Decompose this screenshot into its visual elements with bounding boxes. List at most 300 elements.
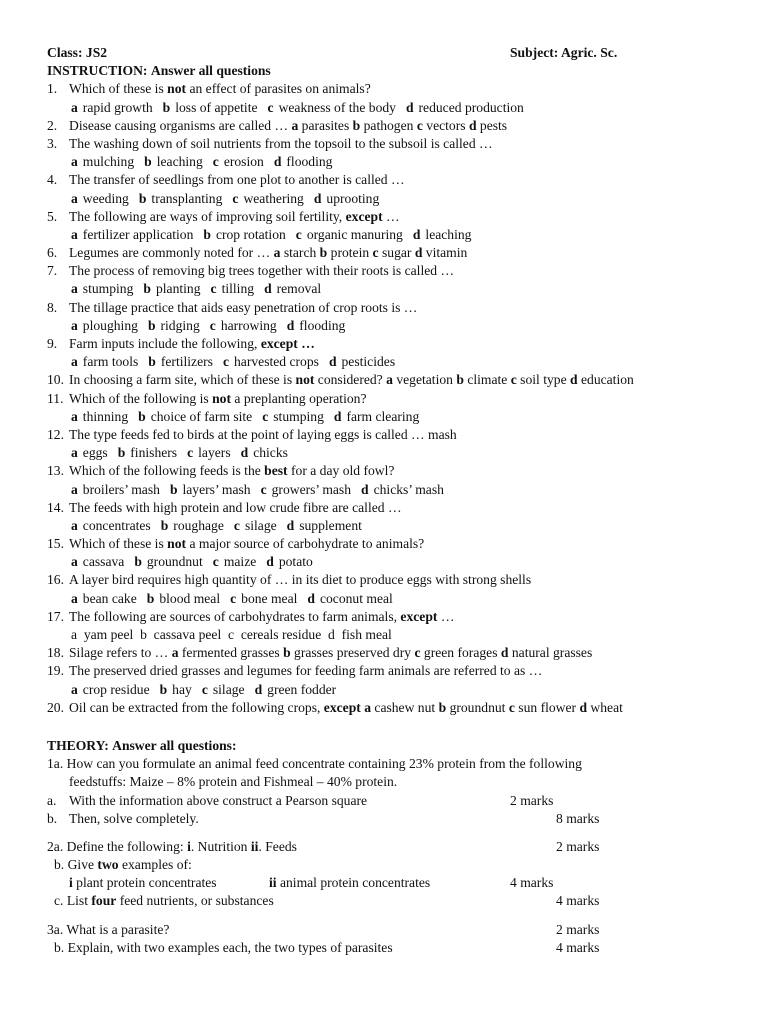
question-number: 13. [47,463,64,479]
question-emphasis: except … [260,336,315,351]
option-text: fermented grasses [181,645,284,661]
question-stem: The type feeds fed to birds at the point of laying eggs is called … mash [69,426,457,442]
option-text: silage [212,681,245,697]
question-row [47,535,727,553]
option-letter: c [260,481,267,497]
option-list [71,280,331,298]
question-row [47,426,727,444]
option-text: sun flower [518,699,580,715]
option-text: roughage [173,517,224,533]
question-row [47,80,727,98]
option-text: pests [479,117,508,133]
option-text: climate [467,372,511,388]
option-list [71,681,346,699]
option-text: education [580,372,634,388]
option-text: loss of appetite [175,99,258,115]
option-letter: b [134,554,142,570]
theory-q3a-marks: 2 marks [556,921,600,937]
question-stem: Silage refers to … [69,645,172,661]
question-text [69,571,531,589]
option-letter: d [500,645,512,661]
question-number: 10. [47,372,64,388]
theory-q1a [47,792,727,810]
option-text: protein [330,245,373,261]
instruction-row [47,62,727,80]
question-stem-end: … [382,208,400,224]
option-letter: b [148,354,156,370]
question-stem: The following are ways of improving soil fertility, [69,208,346,224]
theory-q1b [47,810,727,828]
option-text: ridging [160,317,200,333]
option-text: natural grasses [511,645,593,661]
option-text: cassava [82,554,125,570]
option-text: green forages [423,645,501,661]
option-text: thinning [82,408,129,424]
question-text [69,171,405,189]
option-text: harrowing [220,317,277,333]
option-text: crop residue [82,681,150,697]
option-list [71,444,298,462]
question-text [69,390,367,408]
question-row [47,299,727,317]
option-text: concentrates [82,517,151,533]
option-letter: b [159,681,168,697]
theory-q3a [47,921,727,939]
option-letter: d [313,190,322,206]
option-text: removal [276,281,322,297]
theory-instruction: Answer all questions: [112,737,237,753]
question-text [69,299,417,317]
option-letter: b [147,317,156,333]
option-letter: c [212,154,219,170]
theory-q2b-marks: 4 marks [510,875,554,891]
question-number: 11. [47,390,64,406]
question-text [69,244,467,262]
question-emphasis: not [212,390,231,406]
question-emphasis: except [400,608,438,624]
option-text: pesticides [341,354,396,370]
option-letter: d [266,554,274,570]
option-letter: a [71,681,78,697]
option-letter: c [508,699,519,715]
question-emphasis: best [264,463,288,479]
option-letter: a [71,226,78,242]
option-text: pathogen [363,117,417,133]
question-row [47,499,727,517]
theory-q2a-mid: . Nutrition [190,838,251,854]
option-text: chicks’ mash [373,481,444,497]
question-text [69,644,592,662]
option-letter: b [143,281,151,297]
theory-heading [47,737,727,755]
option-letter: b [319,245,331,261]
option-letter: b [352,117,364,133]
question-number: 20. [47,699,64,715]
theory-q2a [47,838,727,856]
options-row [47,481,727,499]
question-stem: Legumes are commonly noted for … [69,245,274,261]
option-letter: c [510,372,521,388]
question-text [69,262,454,280]
option-letter: b [162,99,171,115]
options-row [47,517,727,535]
option-text: grasses preserved dry [294,645,415,661]
theory-q3a-text: 3a. What is a parasite? [47,921,170,937]
options-row [47,408,727,426]
option-text: stumping [82,281,134,297]
options-row [47,626,727,644]
question-number: 4. [47,172,58,188]
theory-q2a-i: i [187,838,191,854]
options-row [47,353,727,371]
option-text: organic manuring [306,226,403,242]
option-letter: d [405,99,414,115]
theory-q1a-marks: 2 marks [510,792,554,808]
option-letter: d [240,445,249,461]
option-text: maize [223,554,257,570]
option-text: crop rotation [215,226,286,242]
option-letter: b [117,445,126,461]
theory-q1b-text: Then, solve completely. [69,810,199,826]
option-text: flooding [299,317,346,333]
option-list [71,153,342,171]
options-row [47,444,727,462]
theory-q2b-i-text: plant protein concentrates [72,875,217,891]
option-text: stumping [273,408,324,424]
question-number: 2. [47,117,58,133]
option-letter: a [71,190,78,206]
question-number: 3. [47,135,58,151]
option-letter: a [71,517,78,533]
option-text: erosion [223,154,264,170]
option-text: weathering [243,190,304,206]
question-row [47,644,727,662]
option-text: wheat [590,699,623,715]
option-list [71,226,481,244]
question-stem: The tillage practice that aids easy penetration of crop roots is … [69,299,418,315]
option-letter: c [262,408,269,424]
question-stem-end: a preplanting operation? [230,390,367,406]
option-text: planting [155,281,201,297]
question-emphasis: not [167,81,187,97]
theory-q1a-text: With the information above construct a Pearson square [69,792,368,808]
theory-q2b-text: b. Give [54,857,98,873]
question-number: 19. [47,663,64,679]
option-text: transplanting [151,190,223,206]
theory-q2a-text: 2a. Define the following: [47,838,188,854]
option-letter: c [187,445,194,461]
theory-q2b-i-label: i [69,875,73,891]
option-text: rapid growth [82,99,153,115]
question-stem: Disease causing organisms are called … [69,117,292,133]
question-text [69,335,315,353]
theory-q2b-em: two [97,857,119,873]
option-letter: c [232,190,239,206]
question-row [47,371,727,389]
theory-q2c-text: c. List [54,893,92,909]
option-letter: c [295,226,302,242]
instruction-text: Answer all questions [150,63,271,79]
option-list: a yam peel b cassava peel c cereals residue d fish meal [71,627,392,642]
question-emphasis: except [323,699,361,715]
question-number: 17. [47,608,64,624]
question-number: 8. [47,299,58,315]
option-letter: c [222,354,229,370]
question-row [47,390,727,408]
question-number: 7. [47,263,58,279]
option-letter: b [160,517,169,533]
option-text: cashew nut [374,699,439,715]
question-stem: The feeds with high protein and low crude fibre are called … [69,499,402,515]
options-row [47,153,727,171]
options-row [47,317,727,335]
question-text [69,208,400,226]
question-stem: Oil can be extracted from the following crops, [69,699,324,715]
option-text: growers’ mash [271,481,352,497]
question-emphasis: not [295,372,315,388]
theory-q3b-marks: 4 marks [556,939,600,955]
theory-q2c [47,892,727,910]
question-row [47,135,727,153]
option-text: farm clearing [346,408,420,424]
option-letter: b [138,408,146,424]
option-text: harvested crops [234,354,319,370]
theory-q2b [47,856,727,874]
options-row [47,681,727,699]
option-letter: c [230,590,237,606]
option-letter: b [146,590,155,606]
theory-q2c-post: feed nutrients, or substances [116,893,274,909]
option-text: groundnut [449,699,509,715]
theory-q1a-label: a. [47,792,57,808]
option-letter: b [169,481,178,497]
option-letter: c [267,99,274,115]
option-letter: a [71,554,78,570]
option-letter: a [171,645,182,661]
option-text: parasites [301,117,353,133]
exam-page [47,44,727,957]
theory-q2c-marks: 4 marks [556,893,600,909]
option-text: green fodder [267,681,337,697]
option-text: blood meal [159,590,221,606]
option-letter: a [291,117,302,133]
question-text [69,80,371,98]
question-stem-end: an effect of parasites on animals? [186,81,371,97]
option-list [71,590,403,608]
option-text: finishers [130,445,178,461]
option-letter: d [273,154,282,170]
question-emphasis: except [345,208,383,224]
question-stem: Which of the following is [69,390,213,406]
option-letter: a [273,245,284,261]
theory-q2b-items [47,874,727,892]
theory-q2b-ii-label: ii [269,875,277,891]
option-letter: d [307,590,315,606]
question-text [69,135,493,153]
question-text [69,371,634,389]
option-letter: a [71,354,78,370]
option-letter: a [71,408,78,424]
option-text: vectors [426,117,469,133]
option-letter: b [438,699,450,715]
option-text: sugar [381,245,415,261]
question-text [69,699,623,717]
question-text [69,662,542,680]
option-text: supplement [299,517,362,533]
theory-label: THEORY: [47,737,109,753]
option-text: hay [172,681,192,697]
option-text: bone meal [241,590,298,606]
option-letter: c [233,517,240,533]
option-text: silage [244,517,277,533]
option-letter: d [286,317,295,333]
option-letter: b [203,226,211,242]
question-stem: Farm inputs include the following, [69,336,261,351]
theory-q2a-marks: 2 marks [556,838,600,854]
option-letter: c [416,117,427,133]
option-letter: d [468,117,480,133]
question-row [47,171,727,189]
option-text: farm tools [82,354,139,370]
option-text: choice of farm site [150,408,253,424]
question-row [47,462,727,480]
option-list [71,517,372,535]
options-row [47,280,727,298]
question-stem: Which of the following feeds is the [69,463,265,479]
option-letter: a [364,699,375,715]
question-row [47,335,727,353]
option-text: vegetation [396,372,457,388]
option-letter: a [71,281,78,297]
question-stem: The washing down of soil nutrients from the topsoil to the subsoil is called … [69,135,493,151]
theory-q2b-ii-text: animal protein concentrates [276,875,431,891]
option-text: uprooting [326,190,380,206]
option-letter: b [144,154,152,170]
question-row [47,608,727,626]
options-row [47,590,727,608]
options-row [47,190,727,208]
option-text: coconut meal [319,590,393,606]
option-text: soil type [520,372,571,388]
question-number: 12. [47,426,64,442]
theory-q1-text-cont: feedstuffs: Maize – 8% protein and Fishmeal – 40% protein. [69,774,398,790]
option-letter: a [71,481,78,497]
question-text [69,499,402,517]
theory-q3b-text: b. Explain, with two examples each, the two types of parasites [54,939,393,955]
option-letter: c [209,317,216,333]
option-text: potato [278,554,313,570]
question-stem: The following are sources of carbohydrates to farm animals, [69,608,401,624]
theory-q2b-post: examples of: [118,857,192,873]
option-text: ploughing [82,317,138,333]
option-text: leaching [425,226,472,242]
question-number: 9. [47,336,58,351]
option-letter: c [372,245,382,261]
option-letter: a [71,99,78,115]
question-emphasis: not [167,536,187,552]
question-stem: The process of removing big trees together with their roots is called … [69,263,455,279]
question-number: 5. [47,208,58,224]
option-list [71,99,534,117]
question-text [69,117,507,135]
theory-q2a-ii: ii [250,838,259,854]
option-letter: b [456,372,468,388]
option-text: chicks [253,445,288,461]
question-row [47,571,727,589]
option-text: fertilizer application [82,226,194,242]
subject-label: Subject: Agric. Sc. [510,45,618,60]
option-letter: d [286,517,295,533]
option-text: eggs [82,445,108,461]
option-text: reduced production [418,99,524,115]
question-text [69,608,454,626]
options-row [47,99,727,117]
option-list [71,190,389,208]
question-stem: In choosing a farm site, which of these is [69,372,296,388]
option-list [71,481,454,499]
option-letter: a [71,154,78,170]
option-letter: a [71,317,78,333]
option-text: mulching [82,154,135,170]
option-list [71,553,323,571]
class-label: Class: JS2 [47,45,108,60]
option-letter: d [328,354,337,370]
option-text: groundnut [146,554,203,570]
option-letter: d [264,281,272,297]
objective-questions [47,80,727,717]
question-stem-end: a major source of carbohydrate to animals? [186,536,425,552]
option-letter: d [579,699,591,715]
option-letter: a [386,372,397,388]
question-stem: Which of these is [69,536,168,552]
question-text [69,426,457,444]
question-number: 18. [47,645,64,661]
options-row [47,553,727,571]
option-text: bean cake [82,590,137,606]
options-row [47,226,727,244]
option-letter: a [71,445,78,461]
question-stem-end: for a day old fowl? [287,463,395,479]
theory-q2a-post: . Feeds [258,838,297,854]
question-row [47,244,727,262]
option-text: tilling [221,281,255,297]
question-number: 6. [47,245,58,261]
theory-q1b-marks: 8 marks [556,810,600,826]
option-letter: a [71,590,78,606]
option-text: weakness of the body [278,99,396,115]
option-text: broilers’ mash [82,481,160,497]
question-row [47,117,727,135]
theory-q3b [47,939,727,957]
question-number: 1. [47,81,58,97]
option-letter: d [254,681,263,697]
question-number: 15. [47,536,64,552]
option-letter: b [138,190,147,206]
question-stem-end: considered? [314,372,387,388]
option-letter: d [333,408,342,424]
header-row [47,44,727,62]
question-stem: Which of these is [69,81,168,97]
instruction-label: INSTRUCTION: [47,63,148,79]
option-letter: c [414,645,424,661]
option-text: leaching [156,154,203,170]
theory-q2c-em: four [91,893,117,909]
option-letter: c [210,281,217,297]
option-letter: b [283,645,295,661]
option-list [71,408,429,426]
option-text: starch [283,245,320,261]
option-letter: d [414,245,426,261]
